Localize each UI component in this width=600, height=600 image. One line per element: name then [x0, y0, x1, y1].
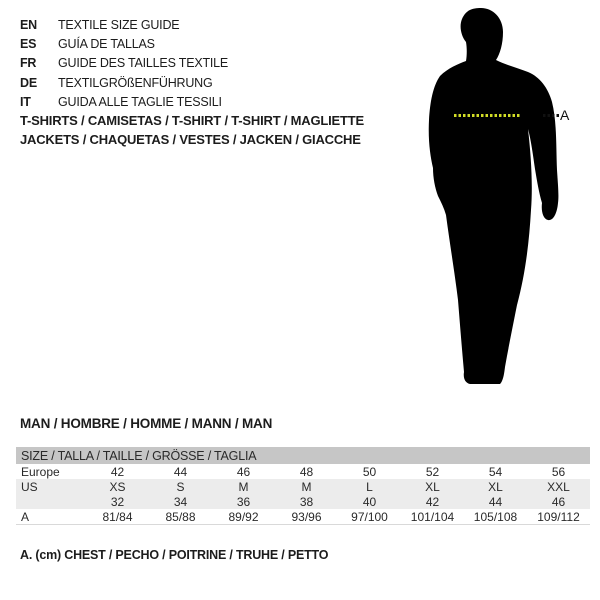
cell-value: 44 — [173, 464, 188, 479]
cell-value: XL — [425, 479, 440, 494]
language-row — [20, 54, 228, 73]
cell-value: 93/96 — [291, 509, 322, 524]
language-code: DE — [20, 75, 37, 90]
category-line: JACKETS / CHAQUETAS / VESTES / JACKEN / GIACCHE — [20, 132, 361, 147]
cell-value: 32 — [110, 494, 125, 509]
cell-value: 85/88 — [165, 509, 196, 524]
cell-value: M — [301, 479, 312, 494]
cell-value: 52 — [425, 464, 440, 479]
cell-value: 46 — [551, 494, 566, 509]
cell-value: 101/104 — [410, 509, 455, 524]
cell-value: 42 — [110, 464, 125, 479]
cell-value: 89/92 — [228, 509, 259, 524]
cell-value: 38 — [299, 494, 314, 509]
cell-value: 109/112 — [537, 509, 580, 524]
table-row — [16, 464, 590, 479]
cell-value: 97/100 — [351, 509, 388, 524]
row-label: Europe — [21, 464, 60, 479]
cell-value: XS — [109, 479, 126, 494]
chest-measure-dashes-inner — [454, 114, 520, 117]
language-code: FR — [20, 56, 37, 71]
footnote-chest: A. (cm) CHEST / PECHO / POITRINE / TRUHE / PETTO — [20, 548, 329, 562]
language-code: ES — [20, 37, 37, 52]
language-text: TEXTILE SIZE GUIDE — [58, 18, 180, 32]
size-table-header: SIZE / TALLA / TAILLE / GRÖSSE / TAGLIA — [16, 447, 590, 464]
row-label: A — [21, 509, 30, 524]
cell-value: XL — [488, 479, 503, 494]
cell-value: 50 — [362, 464, 377, 479]
cell-value: 40 — [362, 494, 377, 509]
man-body-shape — [429, 8, 559, 384]
cell-value: 36 — [236, 494, 251, 509]
cell-value: 42 — [425, 494, 440, 509]
cell-value: XXL — [547, 479, 570, 494]
language-text: GUIDA ALLE TAGLIE TESSILI — [58, 94, 222, 109]
language-text: GUÍA DE TALLAS — [58, 37, 155, 52]
cell-value: L — [366, 479, 373, 494]
cell-value: M — [238, 479, 249, 494]
chest-measure-dashes-outer — [543, 114, 559, 117]
cell-value: S — [176, 479, 185, 494]
table-row — [16, 479, 590, 494]
cell-value: 44 — [488, 494, 503, 509]
row-label: US — [21, 479, 38, 494]
table-row — [16, 509, 590, 524]
cell-value: 54 — [488, 464, 503, 479]
language-code: EN — [20, 18, 37, 32]
cell-value: 46 — [236, 464, 251, 479]
size-table — [16, 447, 590, 525]
language-row — [20, 74, 228, 93]
man-silhouette — [410, 0, 600, 400]
language-text: GUIDE DES TAILLES TEXTILE — [58, 56, 229, 71]
language-text: TEXTILGRÖßENFÜHRUNG — [58, 75, 213, 90]
cell-value: 81/84 — [102, 509, 133, 524]
measure-label-a: A — [560, 107, 570, 123]
table-row — [16, 494, 590, 509]
language-code: IT — [20, 94, 31, 109]
cell-value: 48 — [299, 464, 314, 479]
man-silhouette-svg — [410, 0, 600, 400]
language-row — [20, 93, 228, 112]
cell-value: 34 — [173, 494, 188, 509]
language-row — [20, 16, 228, 35]
cell-value: 56 — [551, 464, 566, 479]
language-list — [20, 16, 228, 112]
section-title-man: MAN / HOMBRE / HOMME / MANN / MAN — [20, 416, 273, 431]
language-row — [20, 35, 228, 54]
category-line: T-SHIRTS / CAMISETAS / T-SHIRT / T-SHIRT / MAGLIETTE — [20, 113, 364, 128]
cell-value: 105/108 — [473, 509, 518, 524]
category-lines — [20, 111, 364, 149]
